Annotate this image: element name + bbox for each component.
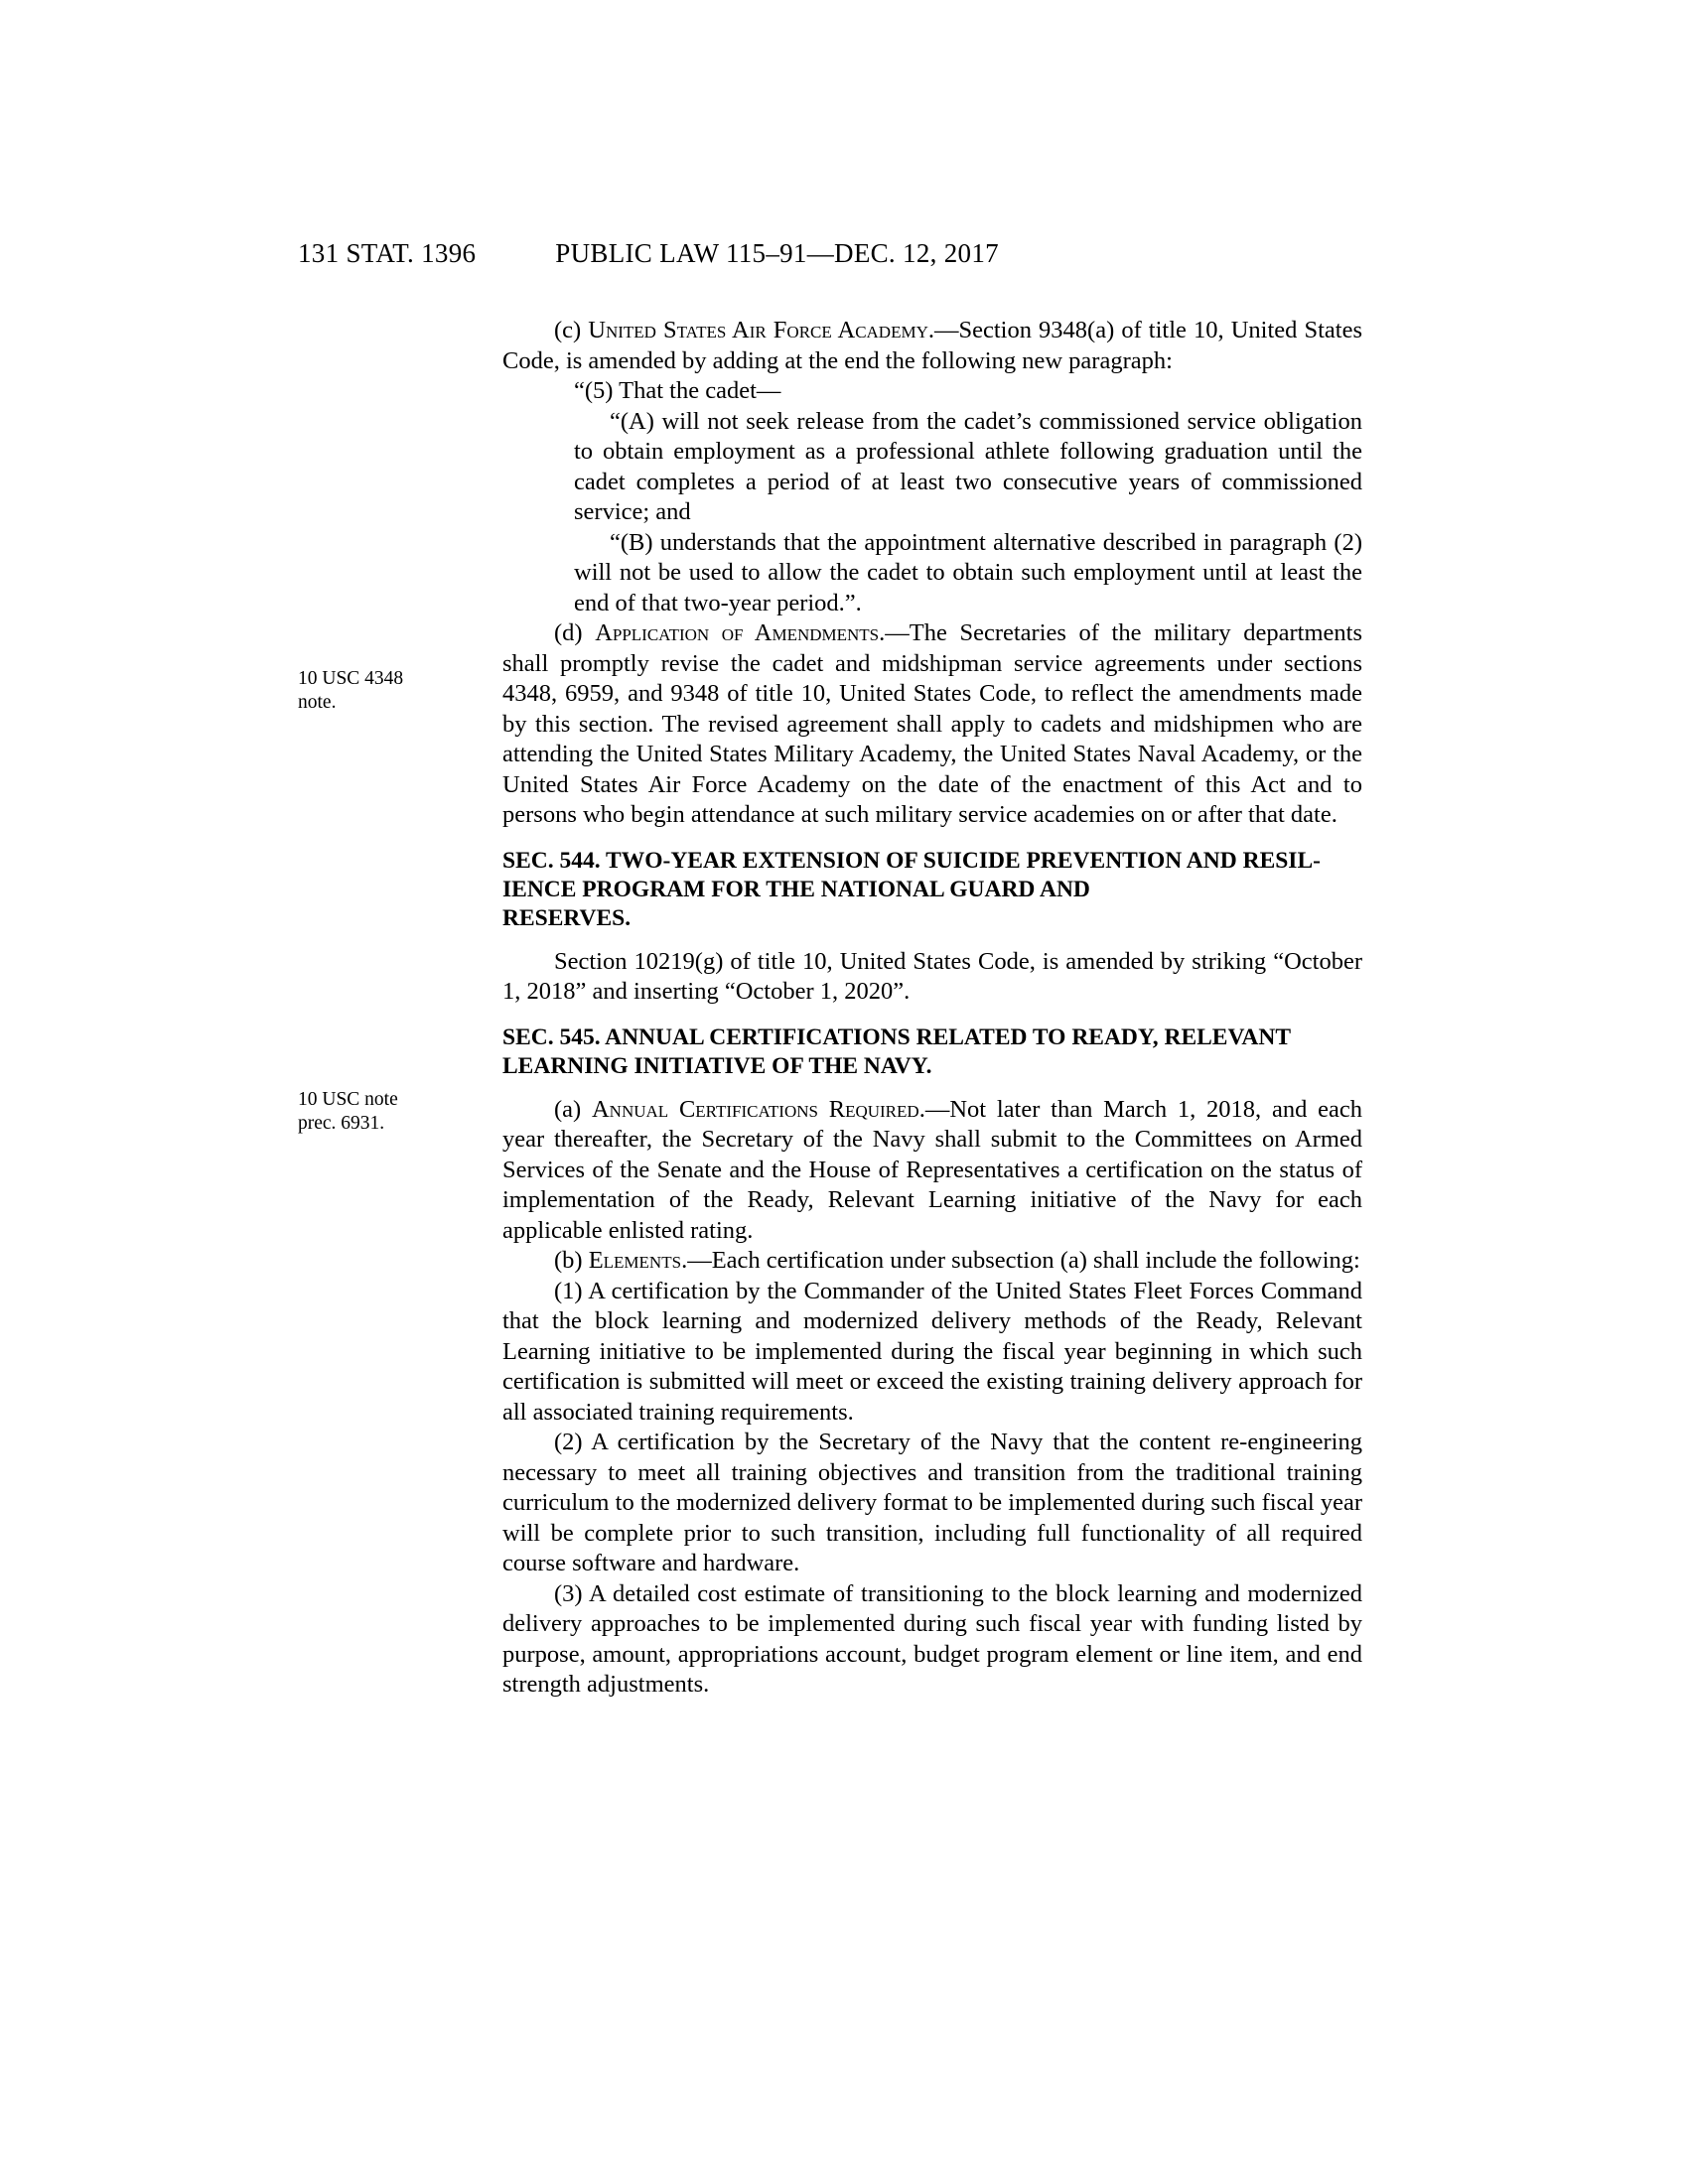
- paragraph-quote-B: “(B) understands that the appointment alternative described in paragraph (2) will not be used to allow the cadet to obtain such employment until at least the end of that two-year period.”.: [574, 528, 1362, 616]
- small-caps-run: Annual Certifications Required: [591, 1095, 919, 1123]
- paragraph-subsection-b: (b) Elements.—Each certification under subsection (a) shall include the following:: [554, 1247, 1360, 1274]
- section-544-line-3: RESERVES.: [502, 904, 632, 931]
- statute-citation: 131 STAT. 1396: [298, 238, 477, 268]
- paragraph-subsection-c: (c) United States Air Force Academy.—Section 9348(a) of title 10, United States Code, is amended by adding at the end the following new paragraph:: [502, 317, 1362, 374]
- paragraph-b-item-1: (1) A certification by the Commander of the United States Fleet Forces Command that the block learning and modernized delivery methods of the Ready, Relevant Learning initiative to be implemented during the fiscal year beginning in which such certification is submitted will meet or exceed the existing training delivery approach for all associated training requirements.: [502, 1277, 1362, 1426]
- margin-note-line: note.: [298, 692, 337, 713]
- margin-note-line: 10 USC 4348: [298, 668, 404, 689]
- paragraph-section-544-text: Section 10219(g) of title 10, United States Code, is amended by striking “October 1, 2018” and inserting “October 1, 2020”.: [502, 947, 1362, 1005]
- section-545-line-2: LEARNING INITIATIVE OF THE NAVY.: [502, 1052, 932, 1079]
- small-caps-run: Application of Amendments: [595, 619, 880, 646]
- margin-note-usc-4348: [298, 667, 487, 715]
- margin-note-line: 10 USC note: [298, 1089, 398, 1110]
- paragraph-b-item-3: (3) A detailed cost estimate of transitioning to the block learning and modernized delivery approaches to be implemented during such fiscal year with funding listed by purpose, amount, appropriations account, budget program element or line item, and end strength adjustments.: [502, 1579, 1362, 1698]
- paragraph-quote-5: “(5) That the cadet—: [574, 377, 781, 404]
- paragraph-quote-A: “(A) will not seek release from the cadet’s commissioned service obligation to obtain employment as a professional athlete following graduation until the cadet completes a period of at least two consecutive years of commissioned service; and: [574, 407, 1362, 525]
- paragraph-subsection-a: (a) Annual Certifications Required.—Not later than March 1, 2018, and each year thereafter, the Secretary of the Navy shall submit to the Committees on Armed Services of the Senate and the House of Representatives a certification on the status of implementation of the Ready, Relevant Learning initiative of the Navy for each applicable enlisted rating.: [502, 1095, 1362, 1244]
- section-heading-544: [502, 847, 1362, 933]
- section-545-line-1: SEC. 545. ANNUAL CERTIFICATIONS RELATED TO READY, RELEVANT: [502, 1024, 1292, 1050]
- section-544-line-1: SEC. 544. TWO-YEAR EXTENSION OF SUICIDE PREVENTION AND RESIL-: [502, 847, 1321, 874]
- section-heading-545: [502, 1024, 1362, 1081]
- margin-note-usc-prec-6931: [298, 1088, 487, 1136]
- small-caps-run: Elements: [588, 1247, 682, 1274]
- paragraph-b-item-2: (2) A certification by the Secretary of the Navy that the content re-engineering necessary to meet all training objectives and transition from the traditional training curriculum to the modernized delivery format to be implemented during such fiscal year will be complete prior to such transition, including full functionality of all required course software and hardware.: [502, 1429, 1362, 1576]
- page-header: [298, 238, 1390, 269]
- body-column: [502, 316, 1362, 1701]
- small-caps-run: United States Air Force Academy: [588, 317, 928, 343]
- margin-note-line: prec. 6931.: [298, 1113, 385, 1134]
- section-544-line-2: IENCE PROGRAM FOR THE NATIONAL GUARD AND: [502, 876, 1090, 902]
- public-law-title: PUBLIC LAW 115–91—DEC. 12, 2017: [555, 238, 999, 268]
- paragraph-subsection-d: (d) Application of Amendments.—The Secretaries of the military departments shall promptly revise the cadet and midshipman service agreements under sections 4348, 6959, and 9348 of title 10, United States Code, to reflect the amendments made by this section. The revised agreement shall apply to cadets and midshipmen who are attending the United States Military Academy, the United States Naval Academy, or the United States Air Force Academy on the date of the enactment of this Act and to persons who begin attendance at such military service academies on or after that date.: [502, 619, 1362, 828]
